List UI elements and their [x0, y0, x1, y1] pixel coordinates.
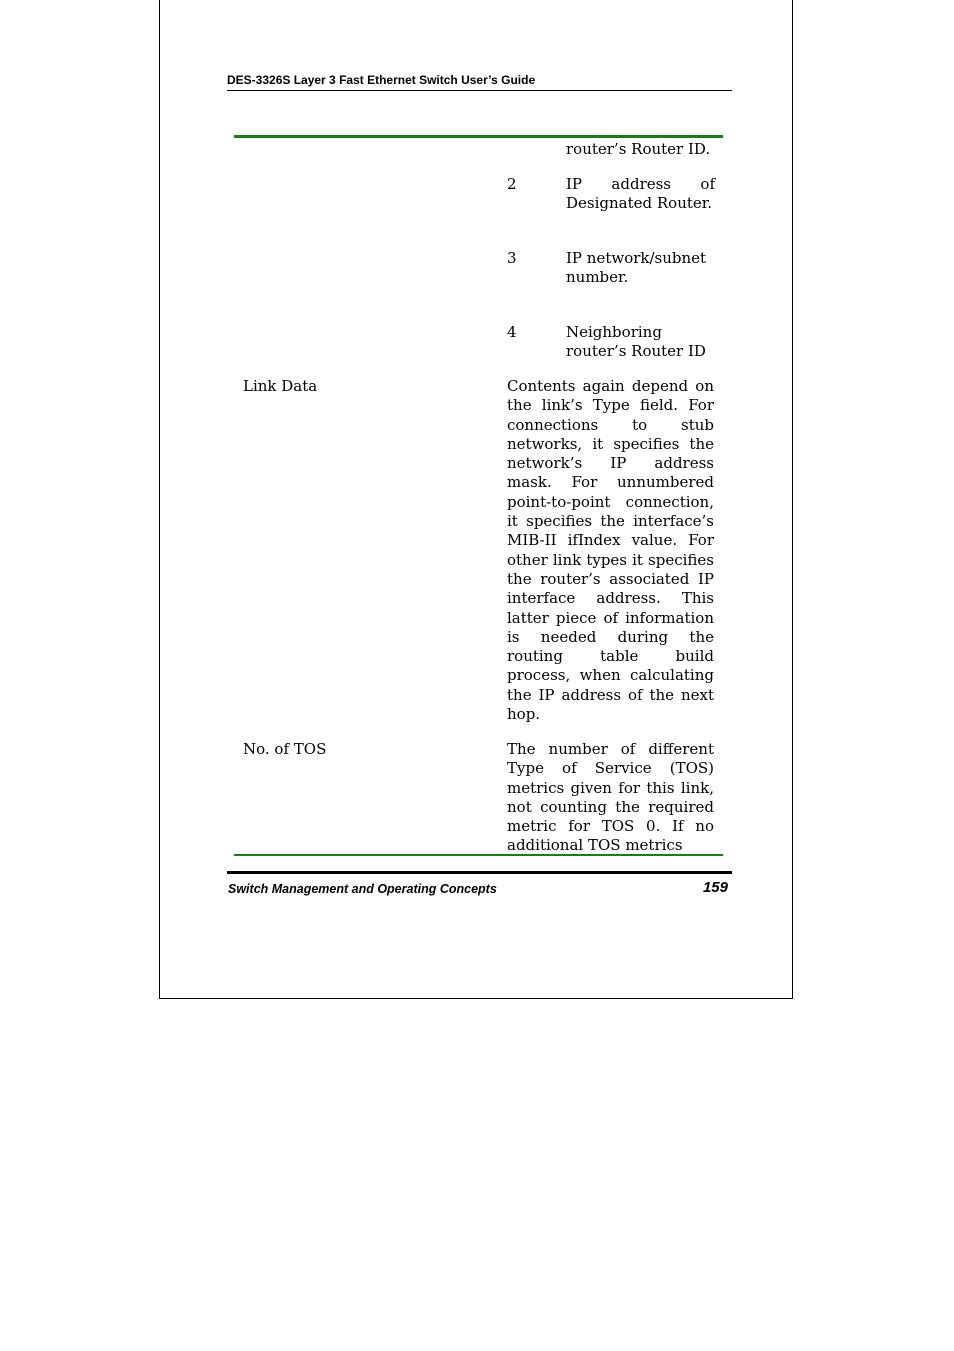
footer-rule [227, 871, 732, 874]
field-description: The number of different Type of Service (TOS) metrics given for this link, not counting the required metric for TOS 0. If no additional TOS metrics [507, 740, 714, 855]
continuation-text: router’s Router ID. [566, 140, 711, 158]
table-top-rule [234, 135, 723, 138]
page-number: 159 [702, 879, 728, 896]
footer-section-title: Switch Management and Operating Concepts [228, 882, 497, 896]
type-description: Neighboring router’s Router ID [566, 323, 706, 361]
type-description: IP address of Designated Router. [566, 175, 715, 213]
type-number: 3 [507, 249, 517, 267]
table-bottom-rule [234, 854, 723, 856]
field-name: No. of TOS [243, 740, 327, 758]
type-number: 2 [507, 175, 517, 193]
field-description: Contents again depend on the link’s Type field. For connections to stub networks, it specifies the network’s IP address mask. For unnumbered point-to-point connection, it specifies the interface’s MIB-II ifIndex value. For other link types it specifies the router’s associated IP interface address. This latter piece of information is needed during the routing table build process, when calculating the IP address of the next hop. [507, 377, 714, 724]
running-header: DES-3326S Layer 3 Fast Ethernet Switch User’s Guide [227, 73, 732, 91]
field-name: Link Data [243, 377, 318, 395]
type-description: IP network/subnet number. [566, 249, 707, 287]
type-number: 4 [507, 323, 517, 341]
